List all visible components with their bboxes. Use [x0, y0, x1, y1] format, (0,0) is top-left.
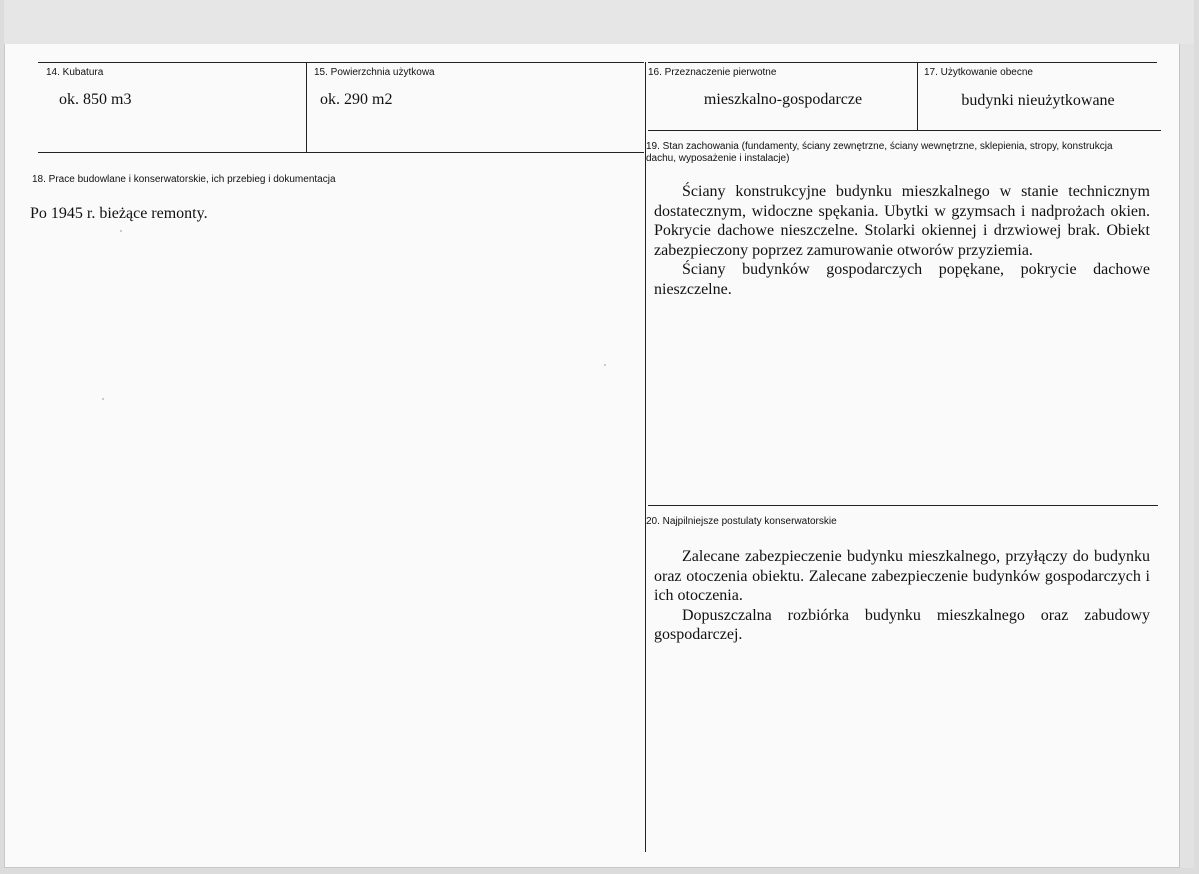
- field-19-paragraph-1: Ściany konstrukcyjne budynku mieszkalnego w stanie technicznym dostatecznym, widoczne spękania. Ubytki w gzymsach i nadprożach okien. Pokrycie dachowe nieszczelne. Stolarki okiennej i drzwiowej brak. Obiekt zabezpieczony poprzez zamurowanie otworów przyziemia.: [654, 183, 1150, 259]
- field-16-value: mieszkalno-gospodarcze: [703, 91, 863, 108]
- field-20-label: 20. Najpilniejsze postulaty konserwatorskie: [646, 516, 837, 527]
- rule-below-19: [648, 505, 1158, 506]
- field-14-label: 14. Kubatura: [46, 67, 104, 78]
- field-15-label: 15. Powierzchnia użytkowa: [314, 67, 435, 78]
- field-20-paragraph-1: Zalecane zabezpieczenie budynku mieszkalnego, przyłączy do budynku oraz otoczenia obiektu. Zalecane zabezpieczenie budynków gospodarczych i ich otoczenia.: [654, 548, 1150, 604]
- rule-below-16-17: [648, 130, 1161, 131]
- top-rule-right: [648, 62, 1157, 63]
- scan-right-edge: [1179, 44, 1194, 868]
- field-17-label: 17. Użytkowanie obecne: [924, 67, 1033, 78]
- field-14-value: ok. 850 m3: [59, 91, 132, 108]
- scan-speck: [120, 230, 122, 232]
- field-20-paragraph-2: Dopuszczalna rozbiórka budynku mieszkalnego oraz zabudowy gospodarczej.: [654, 606, 1150, 643]
- divider-14-15: [306, 62, 307, 152]
- field-16-label: 16. Przeznaczenie pierwotne: [648, 67, 777, 78]
- field-20-text: [654, 547, 1150, 645]
- field-18-label: 18. Prace budowlane i konserwatorskie, ich przebieg i dokumentacja: [32, 174, 336, 185]
- top-rule-left: [38, 62, 644, 63]
- document-page: [4, 0, 1194, 868]
- scan-speck: [102, 398, 104, 400]
- field-17-value: budynki nieużytkowane: [961, 92, 1115, 109]
- scan-speck: [604, 364, 606, 366]
- divider-16-17: [917, 62, 918, 130]
- scan-top-band: [4, 0, 1194, 44]
- field-15-value: ok. 290 m2: [320, 91, 393, 108]
- rule-below-14-15: [38, 152, 644, 153]
- main-vertical-divider: [645, 62, 646, 852]
- field-19-paragraph-2: Ściany budynków gospodarczych popękane, pokrycie dachowe nieszczelne.: [654, 261, 1150, 298]
- field-18-value: Po 1945 r. bieżące remonty.: [30, 205, 208, 222]
- field-19-text: [654, 182, 1150, 299]
- field-19-label: 19. Stan zachowania (fundamenty, ściany zewnętrzne, ściany wewnętrzne, sklepienia, stropy, konstrukcja dachu, wyposażenie i instalacje): [646, 141, 1113, 164]
